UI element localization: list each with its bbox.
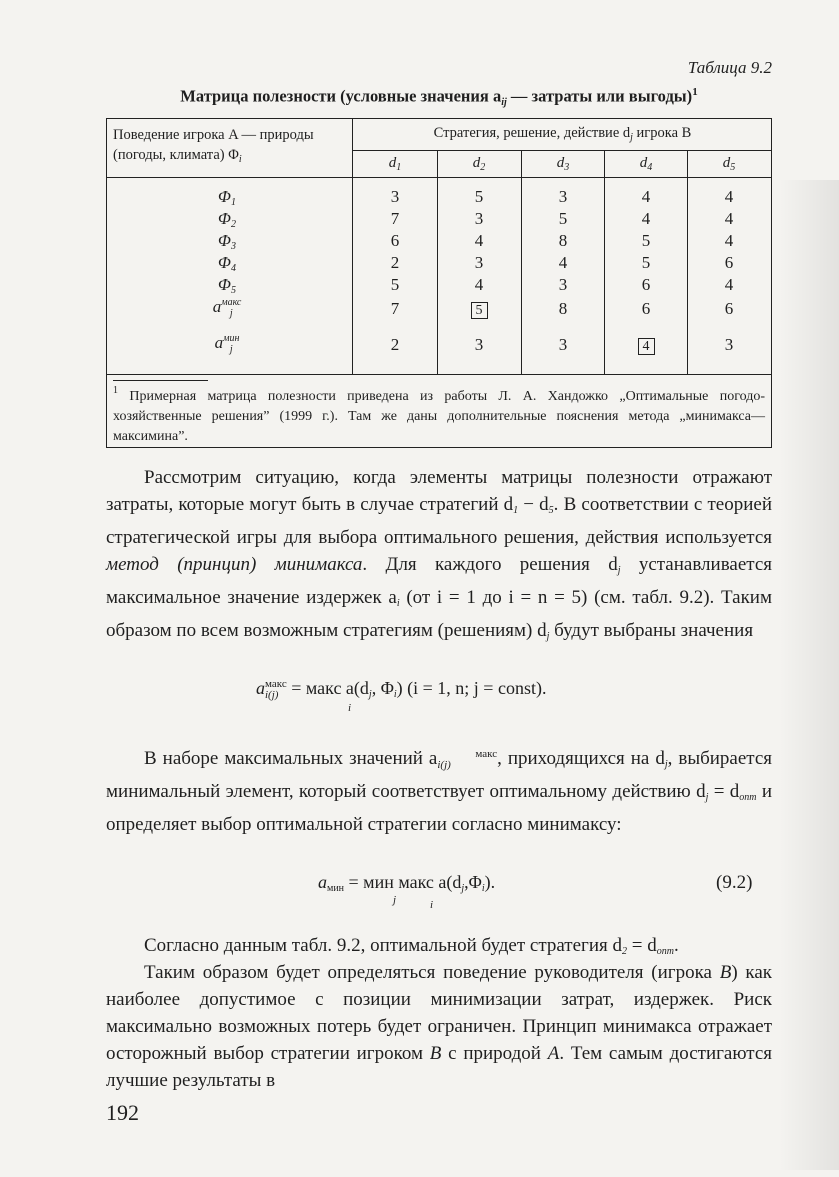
- min-row-cell: 4: [626, 335, 666, 355]
- matrix-cell: 3: [558, 187, 568, 206]
- paragraph-2: В наборе максимальных значений a макс i(j) , приходящихся на $d_j$, выбирается минимальный элемент, который соответствует оптимальному действию $d_j = d_{опт}$ и определяет выбор оптимальной стратегии согласно минимаксу:: [106, 747, 772, 835]
- page-number: 192: [106, 1100, 139, 1125]
- min-row-cell: 3: [724, 335, 734, 354]
- table-label: Таблица 9.2: [687, 58, 772, 77]
- matrix-cell: 5: [641, 231, 651, 250]
- matrix-cell: 6: [390, 231, 400, 250]
- matrix-cell: 4: [724, 187, 734, 206]
- formula-minimax: $a_{мин}$ = мин макс $a(d_j,\Phi_i)$. j i: [318, 872, 496, 911]
- max-row-cell: 7: [390, 299, 400, 318]
- matrix-cell: 5: [390, 275, 400, 294]
- max-row-cell: 6: [641, 299, 651, 318]
- row-label-Φ2: $\Phi_2$: [218, 209, 236, 230]
- max-row-cell: 6: [724, 299, 734, 318]
- paragraph-4: Таким образом будет определяться поведение руководителя (игрока B) как наиболее допустимое с позиции минимизации затрат, издержек. Риск максимально возможных потерь будет ограничен. Принцип минимакса отражает осторожный выбор стратегии игроком B с природой A. Тем самым достигаются лучшие результаты в: [106, 962, 772, 1091]
- matrix-cell: 8: [558, 231, 568, 250]
- matrix-cell: 4: [558, 253, 568, 272]
- min-row-cell: 3: [558, 335, 568, 354]
- header-player-a: Поведение игрока A — природы (погоды, климата) $\Phi_i$: [113, 127, 314, 165]
- matrix-cell: 4: [474, 231, 484, 250]
- column-header-d5: $d_5$: [722, 155, 736, 173]
- matrix-cell: 6: [641, 275, 651, 294]
- paragraph-1: Рассмотрим ситуацию, когда элементы матрицы полезности отражают затраты, которые могут быть в случае стратегий $d_1 - d_5$. В соответствии с теорией стратегической игры для выбора оптимального решения, действия используется метод (принцип) минимакса. Для каждого решения $d_j$ устанавливается максимальное значение издержек $a_i$ (от i = 1 до i = n = 5) (см. табл. 9.2). Таким образом по всем возможным стратегиям (решениям) $d_j$ будут выбраны значения: [106, 467, 772, 642]
- min-row-cell: 3: [474, 335, 484, 354]
- matrix-cell: 6: [724, 253, 734, 272]
- max-row-cell: 5: [459, 299, 499, 319]
- min-row-cell: 2: [390, 335, 400, 354]
- row-label-Φ1: $\Phi_1$: [218, 187, 236, 208]
- row-label-Φ5: $\Phi_5$: [218, 275, 236, 296]
- matrix-cell: 4: [641, 187, 651, 206]
- table-footnote: $^1$ Примерная матрица полезности приведена из работы Л. А. Хандожко „Оптимальные погодо-хозяйственные решения” (1999 г.). Там же даны дополнительные пояснения метода „минимакса—максимина”.: [113, 385, 766, 444]
- matrix-cell: 5: [641, 253, 651, 272]
- row-label-Φ4: $\Phi_4$: [218, 253, 236, 274]
- matrix-cell: 3: [390, 187, 400, 206]
- utility-matrix-table: [106, 118, 772, 448]
- formula-number: (9.2): [716, 872, 753, 893]
- column-header-d1: $d_1$: [388, 155, 402, 173]
- matrix-cell: 4: [641, 209, 651, 228]
- formula-max: aмакс i(j) = макс $a(d_j$, $\Phi_i$) (i = 1, n; j = const). i: [256, 677, 547, 714]
- matrix-cell: 7: [390, 209, 400, 228]
- matrix-cell: 4: [724, 275, 734, 294]
- min-row-label: aмин j: [214, 333, 240, 356]
- matrix-cell: 3: [474, 253, 484, 272]
- column-header-d4: $d_4$: [639, 155, 653, 173]
- page-edge-shadow: [779, 180, 839, 1170]
- matrix-cell: 4: [724, 209, 734, 228]
- max-row-cell: 8: [558, 299, 568, 318]
- max-row-label: aмакс j: [212, 297, 242, 320]
- matrix-cell: 3: [558, 275, 568, 294]
- matrix-cell: 5: [474, 187, 484, 206]
- matrix-cell: 4: [474, 275, 484, 294]
- matrix-cell: 4: [724, 231, 734, 250]
- matrix-cell: 2: [390, 253, 400, 272]
- matrix-cell: 5: [558, 209, 568, 228]
- matrix-cell: 3: [474, 209, 484, 228]
- paragraph-3: Согласно данным табл. 9.2, оптимальной будет стратегия $d_2 = d_{опт}$.: [144, 935, 679, 957]
- header-player-b: Стратегия, решение, действие $d_j$ игрока B: [433, 125, 692, 143]
- column-header-d3: $d_3$: [556, 155, 570, 173]
- table-title: Матрица полезности (условные значения $a_{ij}$ — затраты или выгоды)$^1$: [180, 86, 698, 108]
- row-label-Φ3: $\Phi_3$: [218, 231, 236, 252]
- column-header-d2: $d_2$: [472, 155, 486, 173]
